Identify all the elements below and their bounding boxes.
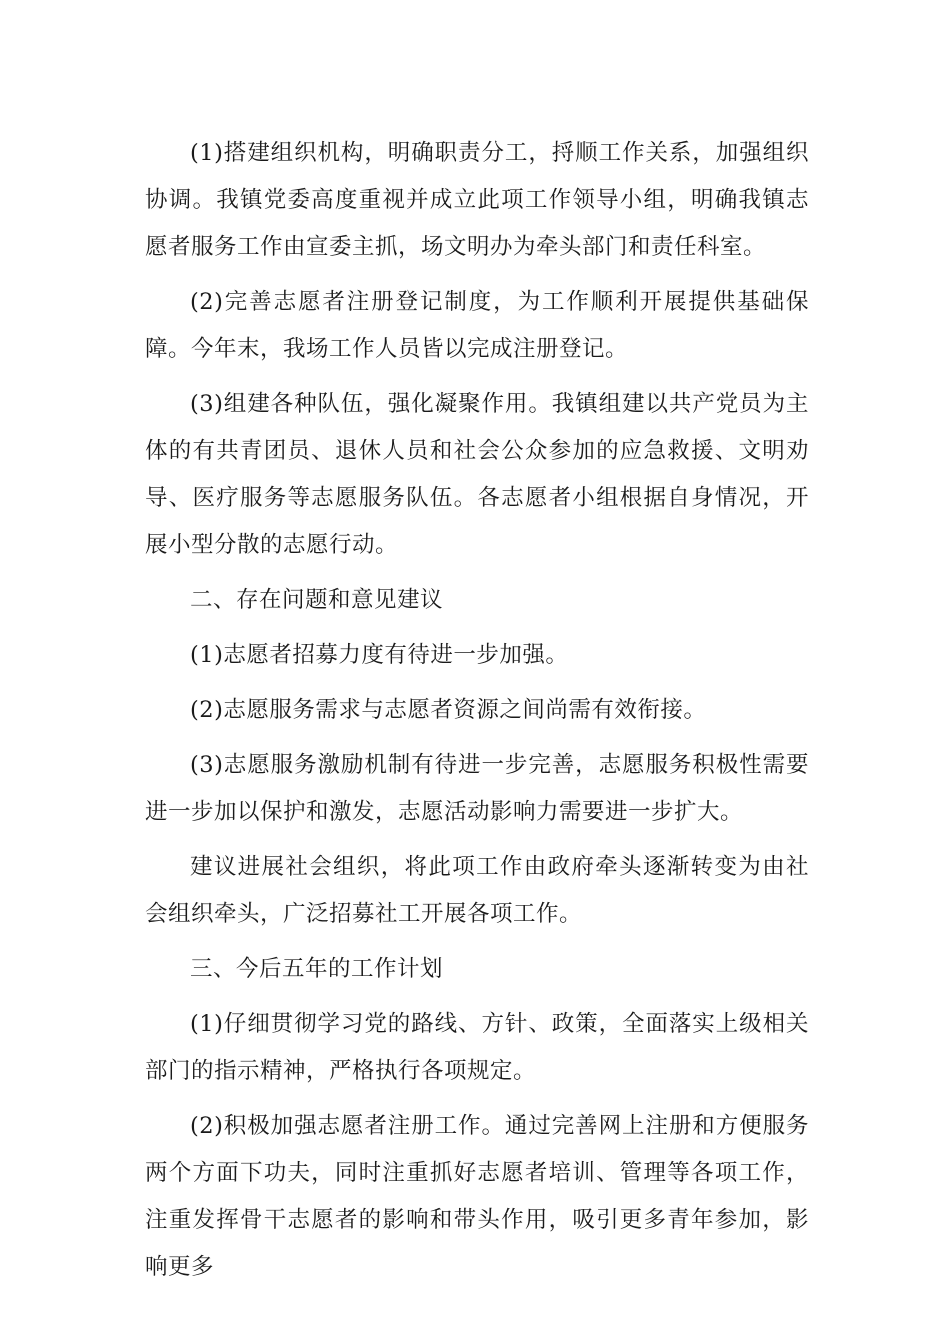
paragraph-recruitment: (1)志愿者招募力度有待进一步加强。 — [190, 642, 569, 668]
paragraph-incentives: (3)志愿服务激励机制有待进一步完善，志愿服务积极性需要进一步加以保护和激发，志愿活动影响力需要进一步扩大。 — [145, 752, 809, 825]
paragraph-policy: (1)仔细贯彻学习党的路线、方针、政策，全面落实上级相关部门的指示精神，严格执行各项规定。 — [145, 1011, 809, 1084]
paragraph-registration: (2)完善志愿者注册登记制度，为工作顺利开展提供基础保障。今年末，我场工作人员皆以完成注册登记。 — [145, 289, 809, 362]
paragraph-teams: (3)组建各种队伍，强化凝聚作用。我镇组建以共产党员为主体的有共青团员、退休人员和社会公众参加的应急救援、文明劝导、医疗服务等志愿服务队伍。各志愿者小组根据自身情况，开展小型分散的志愿行动。 — [145, 391, 809, 558]
paragraph-matching: (2)志愿服务需求与志愿者资源之间尚需有效衔接。 — [190, 697, 707, 723]
paragraph-registration-work: (2)积极加强志愿者注册工作。通过完善网上注册和方便服务两个方面下功夫，同时注重抓好志愿者培训、管理等各项工作，注重发挥骨干志愿者的影响和带头作用，吸引更多青年参加，影响更多 — [145, 1113, 809, 1280]
section-heading-plan: 三、今后五年的工作计划 — [190, 956, 444, 982]
paragraph-org-structure: (1)搭建组织机构，明确职责分工，捋顺工作关系，加强组织协调。我镇党委高度重视并成立此项工作领导小组，明确我镇志愿者服务工作由宣委主抓，场文明办为牵头部门和责任科室。 — [145, 140, 809, 260]
document-body — [145, 130, 809, 1299]
section-heading-problems: 二、存在问题和意见建议 — [190, 587, 444, 613]
paragraph-suggestion: 建议进展社会组织，将此项工作由政府牵头逐渐转变为由社会组织牵头，广泛招募社工开展各项工作。 — [145, 854, 809, 927]
